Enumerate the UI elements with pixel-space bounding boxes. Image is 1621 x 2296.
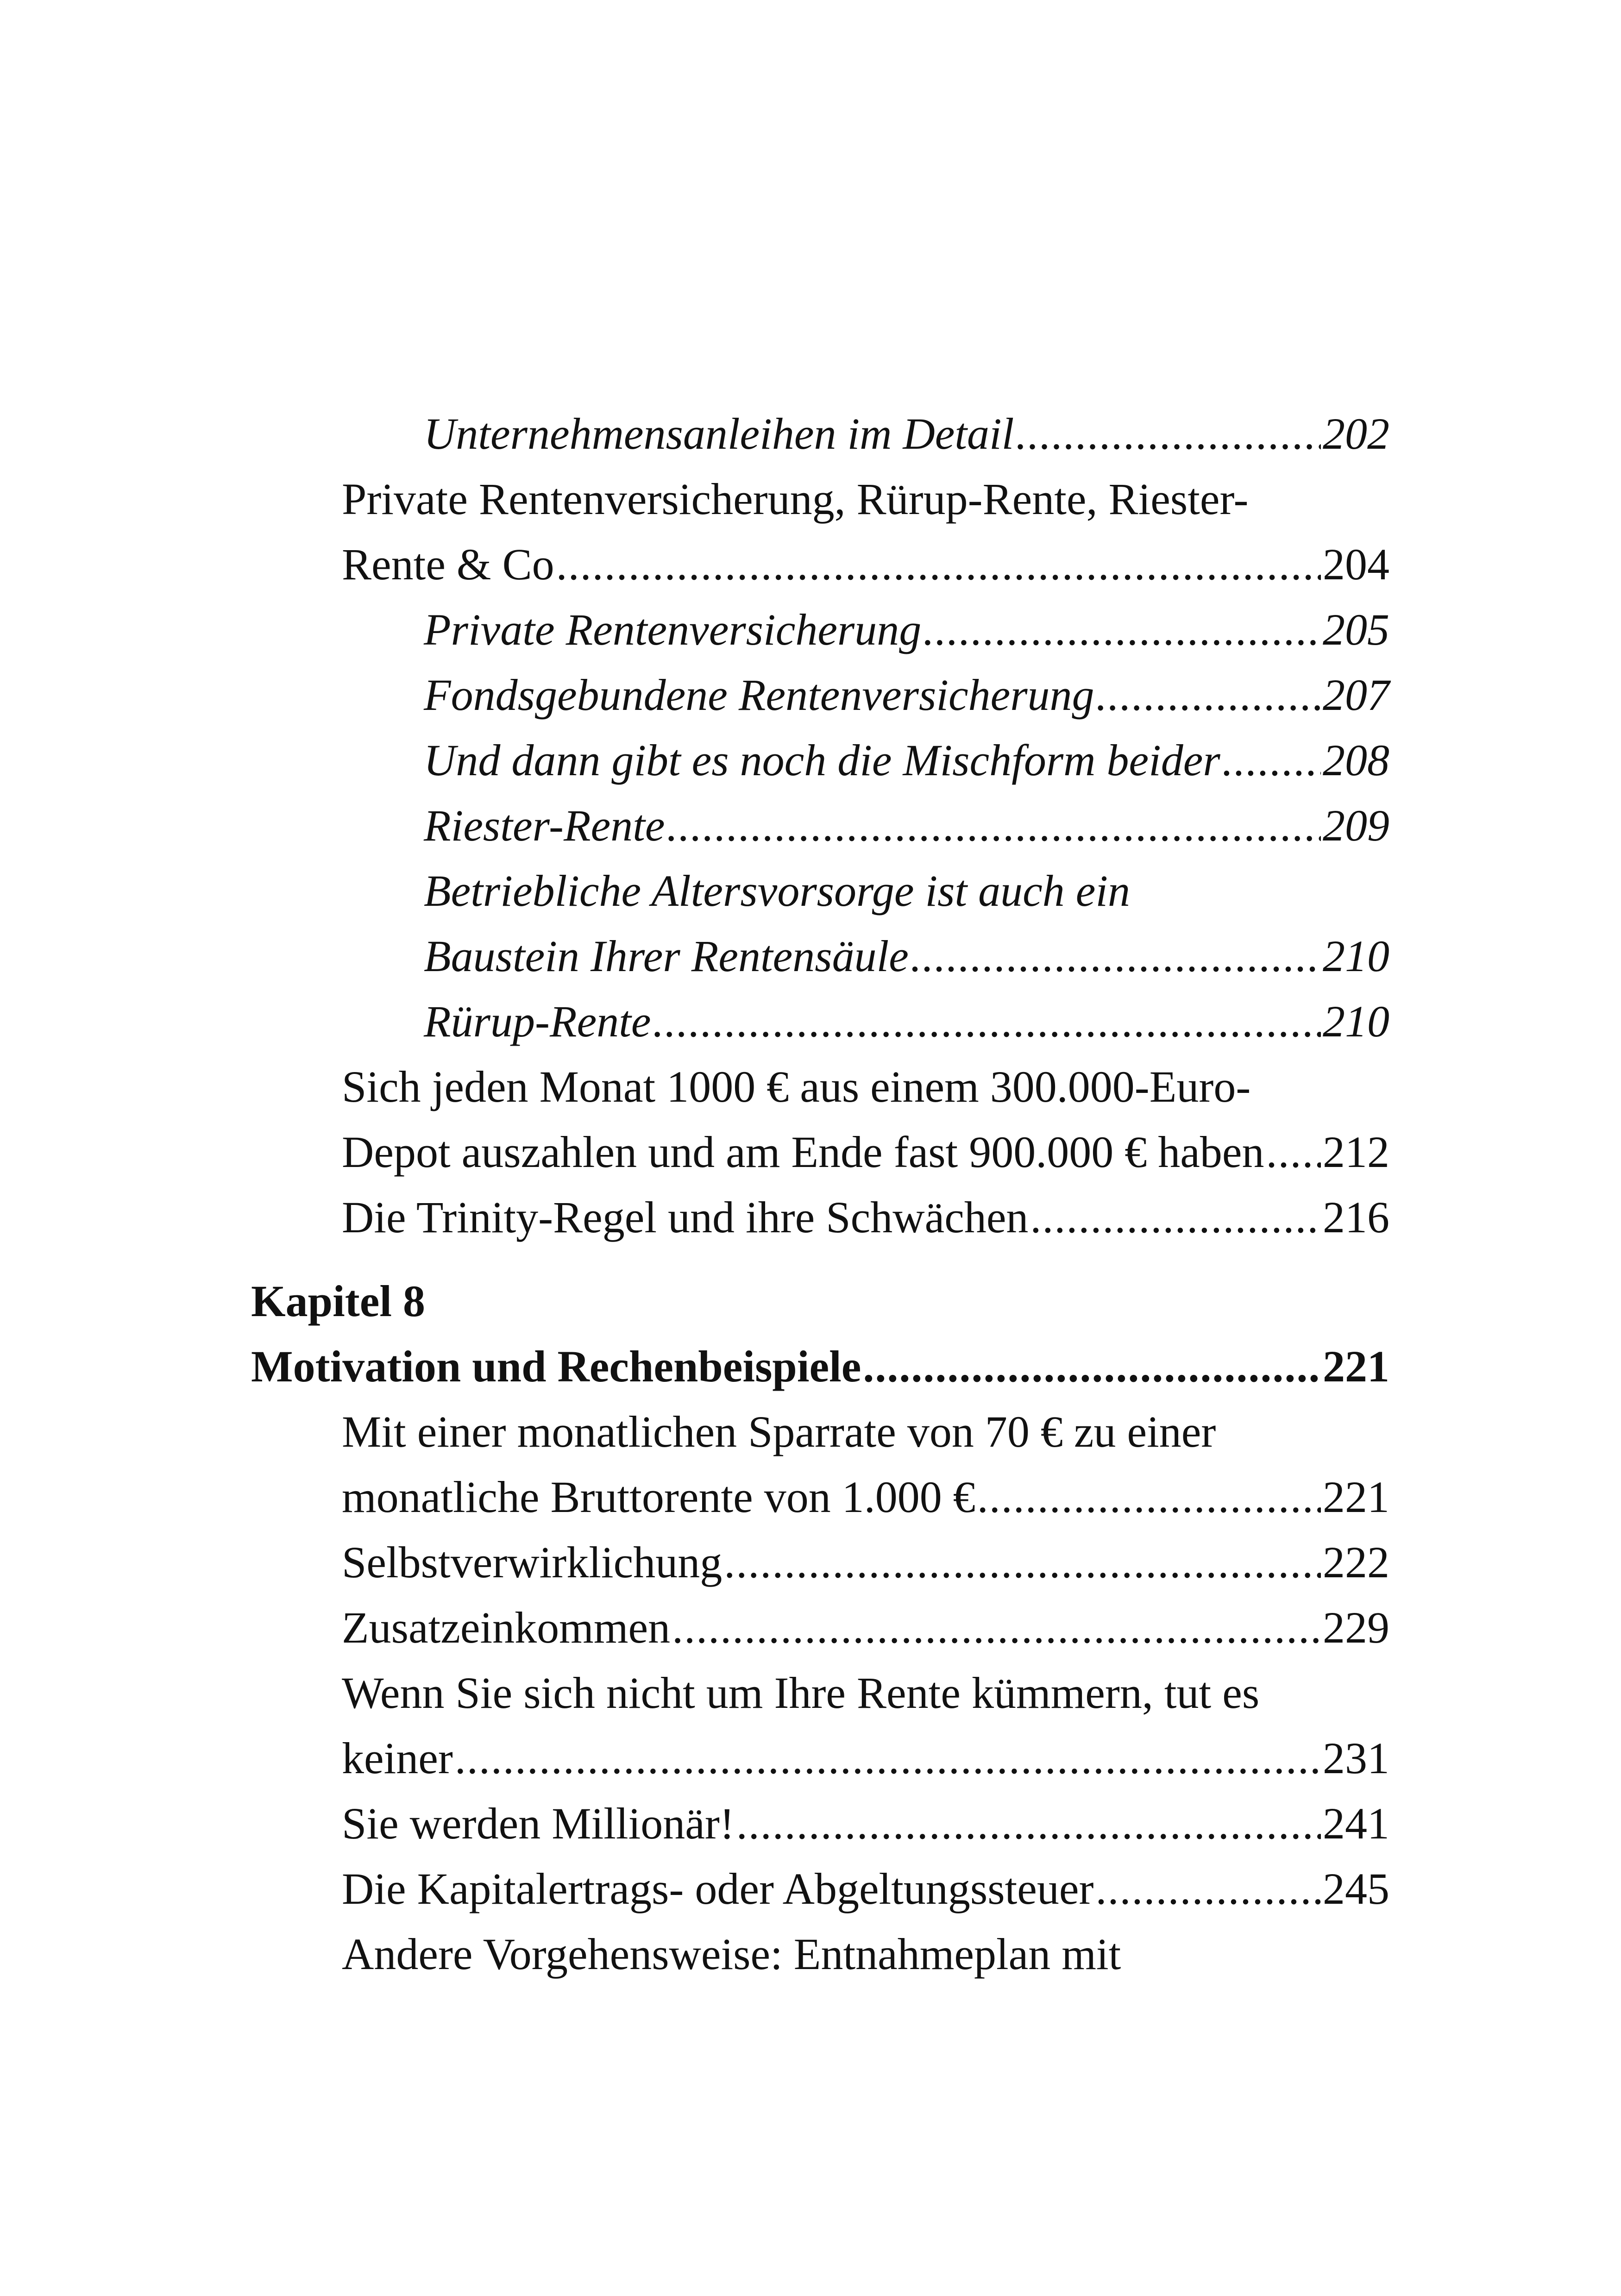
toc-entry-title: Wenn Sie sich nicht um Ihre Rente kümmern, tut es <box>342 1668 1260 1718</box>
toc-entry-title: Sich jeden Monat 1000 € aus einem 300.000-Euro- <box>342 1062 1251 1111</box>
chapter-title: Motivation und Rechenbeispiele <box>251 1342 861 1391</box>
toc-entry-text-line <box>342 1059 1389 1115</box>
toc-entry-page: 202 <box>1323 409 1389 458</box>
chapter-label-text: Kapitel 8 <box>251 1276 425 1326</box>
toc-entry-page: 222 <box>1323 1537 1389 1587</box>
toc-entry-text-line <box>342 1665 1389 1721</box>
toc-entry-title: Und dann gibt es noch die Mischform beider <box>424 735 1220 785</box>
toc-entry-page: 231 <box>1323 1733 1389 1783</box>
dot-leader <box>863 1339 1321 1394</box>
toc-entry-title: Private Rentenversicherung, Rürup-Rente, Riester- <box>342 474 1249 524</box>
dot-leader <box>653 994 1321 1049</box>
toc-entry-title: Depot auszahlen und am Ende fast 900.000 € haben <box>342 1127 1264 1177</box>
toc-entry-title: Die Kapitalertrags- oder Abgeltungssteuer <box>342 1864 1094 1913</box>
toc-entry <box>424 994 1389 1049</box>
toc-entry-title: Unternehmensanleihen im Detail <box>424 409 1014 458</box>
toc-entry-page: 216 <box>1323 1192 1389 1242</box>
toc-entry-page: 241 <box>1323 1799 1389 1848</box>
toc-entry-title: Sie werden Millionär! <box>342 1799 735 1848</box>
toc-entry-title: Zusatzeinkommen <box>342 1603 671 1652</box>
dot-leader <box>667 798 1321 853</box>
toc-entry-title: Rente & Co <box>342 539 554 589</box>
toc-entry-page: 221 <box>1323 1472 1389 1522</box>
dot-leader <box>911 928 1321 984</box>
dot-leader <box>923 602 1321 658</box>
toc-entry-page: 210 <box>1323 931 1389 981</box>
dot-leader <box>1030 1190 1321 1245</box>
toc-entry-title: Private Rentenversicherung <box>424 605 922 654</box>
toc-entry-text-line <box>342 1926 1389 1982</box>
chapter-title-page: 221 <box>1323 1342 1389 1391</box>
toc-entry-page: 209 <box>1323 801 1389 850</box>
dot-leader <box>1266 1124 1321 1180</box>
toc-entry-page: 204 <box>1323 539 1389 589</box>
dot-leader <box>556 537 1321 592</box>
toc-entry-title: Betriebliche Altersvorsorge ist auch ein <box>424 866 1131 916</box>
toc-entry-title: Baustein Ihrer Rentensäule <box>424 931 909 981</box>
toc-entry <box>424 733 1389 788</box>
toc-entry <box>342 1861 1389 1917</box>
toc-entry <box>342 1190 1389 1245</box>
dot-leader <box>455 1731 1321 1786</box>
toc-entry <box>342 1600 1389 1656</box>
dot-leader <box>724 1535 1321 1590</box>
toc-entry-page: 205 <box>1323 605 1389 654</box>
toc-entry <box>342 1124 1389 1180</box>
dot-leader <box>672 1600 1321 1656</box>
dot-leader <box>977 1469 1321 1525</box>
toc-entry-text-line <box>424 863 1389 919</box>
toc-entry <box>424 928 1389 984</box>
toc-entry-title: monatliche Bruttorente von 1.000 € <box>342 1472 975 1522</box>
toc-entry-title: Riester-Rente <box>424 801 665 850</box>
toc-entry-page: 210 <box>1323 997 1389 1046</box>
toc-entry-page: 245 <box>1323 1864 1389 1913</box>
toc-entry-title: Selbstverwirklichung <box>342 1537 723 1587</box>
toc-entry-page: 207 <box>1323 670 1389 720</box>
dot-leader <box>1096 667 1321 723</box>
toc-entry-page: 212 <box>1323 1127 1389 1177</box>
toc-entry-title: Mit einer monatlichen Sparrate von 70 € zu einer <box>342 1407 1216 1456</box>
toc-entry <box>424 667 1389 723</box>
toc-entry-text-line <box>342 1404 1389 1460</box>
toc-entry <box>424 406 1389 462</box>
chapter-label <box>251 1273 1389 1329</box>
dot-leader <box>736 1796 1321 1851</box>
toc-entry <box>342 1731 1389 1786</box>
chapter-title-entry <box>251 1339 1389 1394</box>
toc-entry-text-line <box>342 471 1389 527</box>
toc-entry <box>424 602 1389 658</box>
toc-entry-page: 208 <box>1323 735 1389 785</box>
toc-entry-title: Rürup-Rente <box>424 997 651 1046</box>
toc-entry-title: Die Trinity-Regel und ihre Schwächen <box>342 1192 1029 1242</box>
toc-entry <box>342 1796 1389 1851</box>
toc-entry-title: keiner <box>342 1733 453 1783</box>
toc-entry-title: Andere Vorgehensweise: Entnahmeplan mit <box>342 1929 1121 1979</box>
dot-leader <box>1095 1861 1321 1917</box>
dot-leader <box>1016 406 1321 462</box>
toc-entry <box>342 537 1389 592</box>
toc-entry <box>342 1535 1389 1590</box>
toc-entry-title: Fondsgebundene Rentenversicherung <box>424 670 1094 720</box>
dot-leader <box>1222 733 1321 788</box>
toc-entry-page: 229 <box>1323 1603 1389 1652</box>
toc-entry <box>342 1469 1389 1525</box>
toc-entry <box>424 798 1389 853</box>
